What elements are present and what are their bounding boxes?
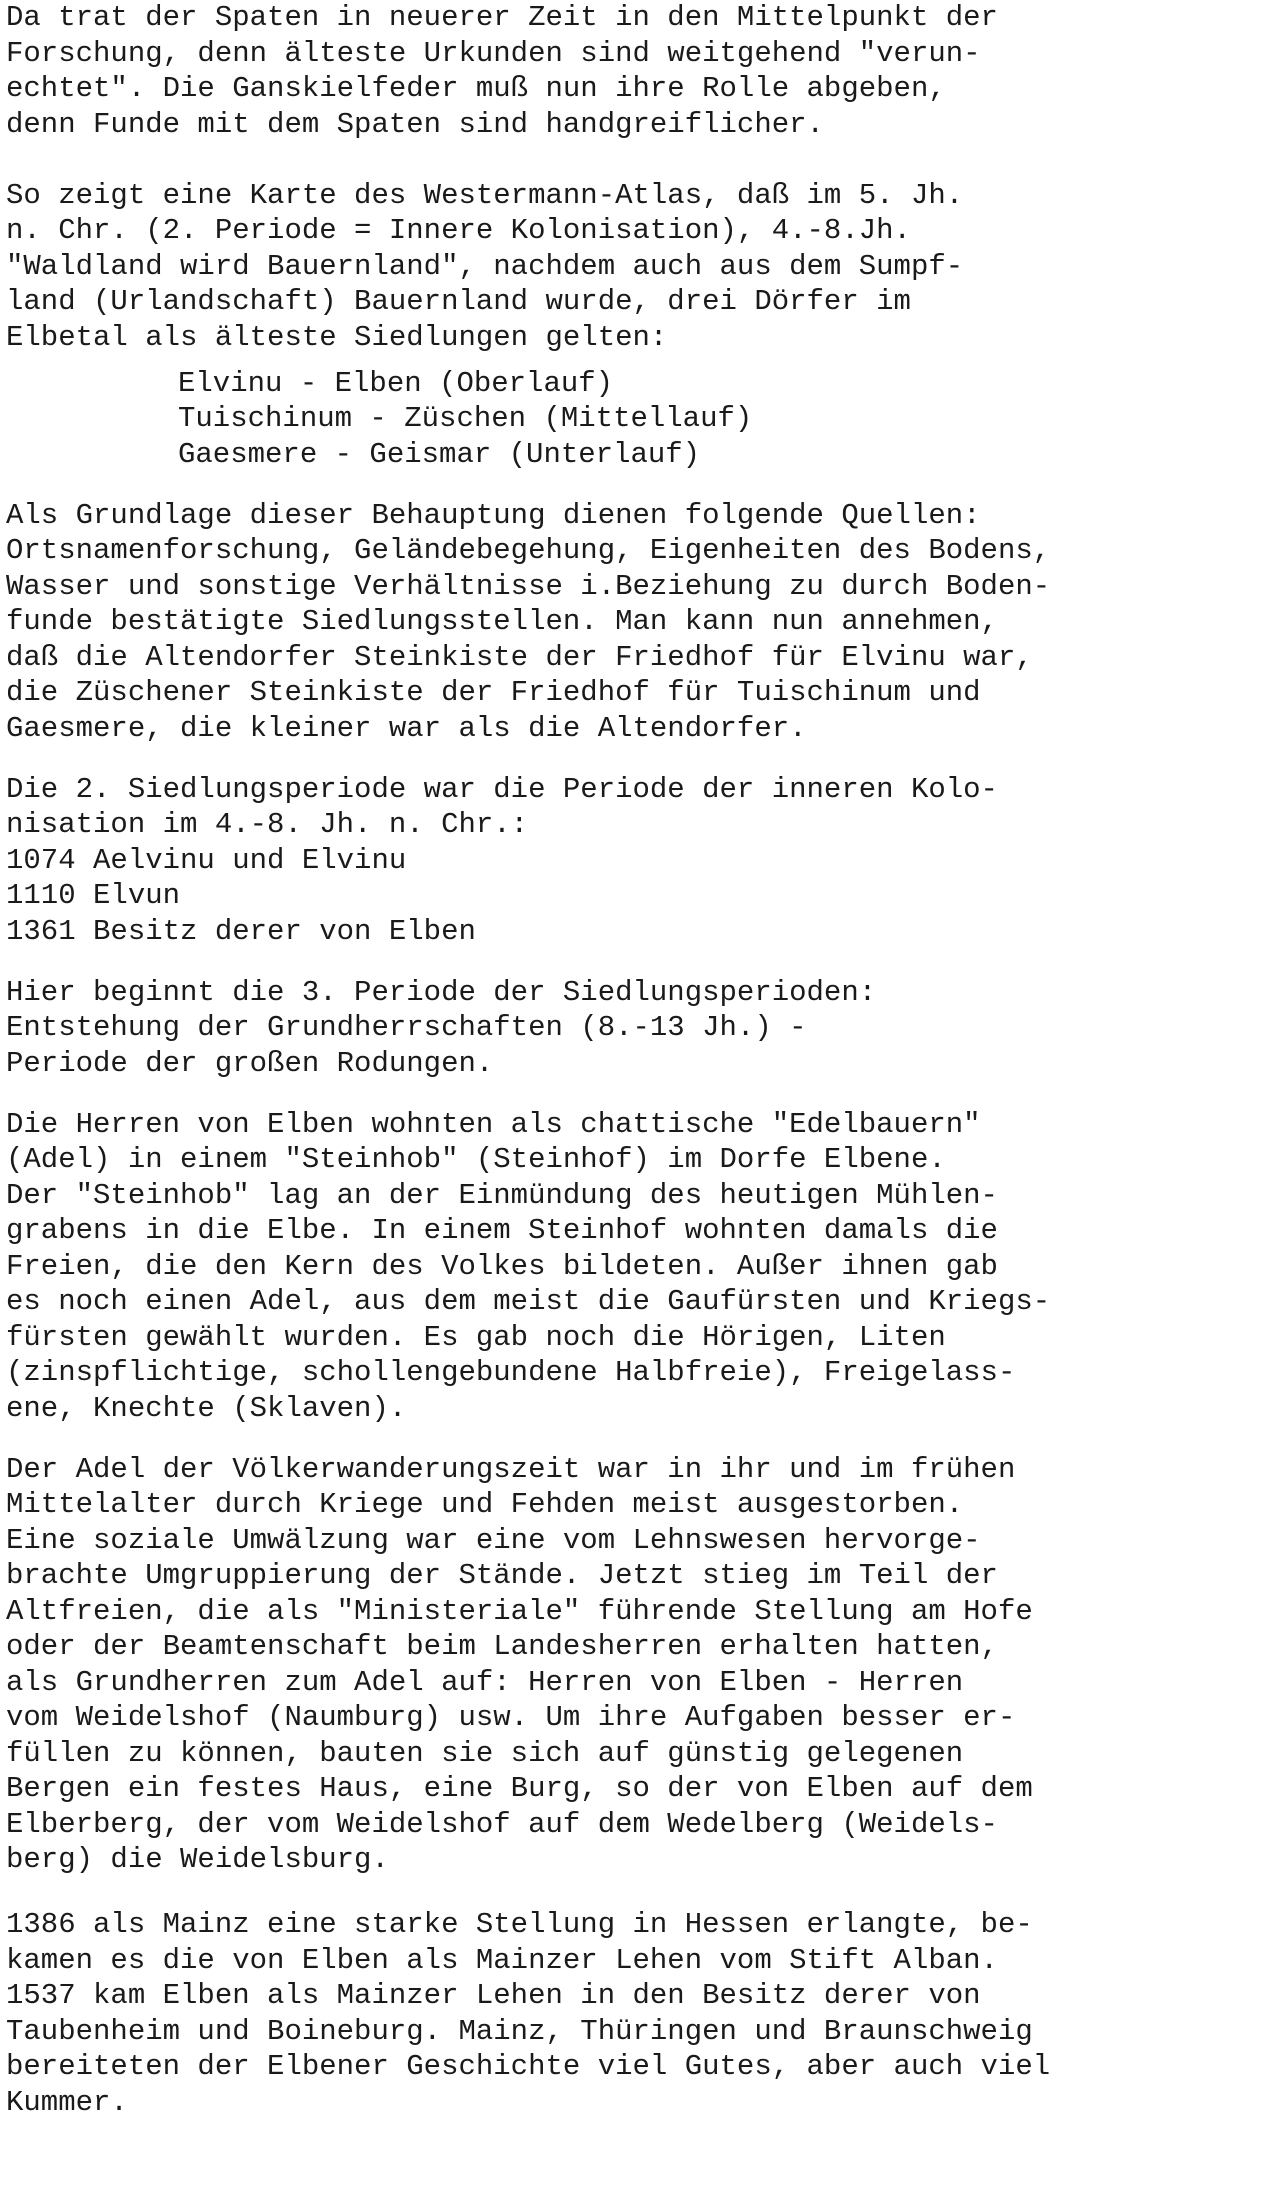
text-line: die Züschener Steinkiste der Friedhof für Tuischinum und [6,676,981,709]
text-line: Da trat der Spaten in neuerer Zeit in den Mittelpunkt der [6,1,998,34]
text-line: als Grundherren zum Adel auf: Herren von Elben - Herren [6,1665,964,1699]
text-line: Gaesmere, die kleiner war als die Altendorfer. [6,711,807,745]
text-line: Freien, die den Kern des Volkes bildeten. Außer ihnen gab [6,1249,998,1283]
text-line: Periode der großen Rodungen. [6,1046,494,1080]
text-line: oder der Beamtenschaft beim Landesherren erhalten hatten, [6,1630,998,1663]
text-line: bereiteten der Elbener Geschichte viel Gutes, aber auch viel [6,2050,1051,2083]
text-line: Die Herren von Elben wohnten als chattische "Edelbauern" [6,1107,981,1141]
text-line: 1386 als Mainz eine starke Stellung in Hessen erlangte, be- [6,1908,1033,1941]
text-line: Gaesmere - Geismar (Unterlauf) [178,437,701,471]
text-line: füllen zu können, bauten sie sich auf günstig gelegenen [6,1736,964,1770]
text-line: Wasser und sonstige Verhältnisse i.Beziehung zu durch Boden- [6,569,1051,603]
text-line: Altfreien, die als "Ministeriale" führende Stellung am Hofe [6,1594,1033,1628]
paragraph-siedlungsperiode-2 [6,772,1274,950]
text-line: 1361 Besitz derer von Elben [6,914,476,948]
paragraph-adel-voelkerwanderung [6,1452,1274,1878]
text-line: Taubenheim und Boineburg. Mainz, Thüringen und Braunschweig [6,2014,1033,2048]
text-line: Als Grundlage dieser Behauptung dienen folgende Quellen: [6,498,981,532]
paragraph-mainzer-lehen [6,1907,1274,2120]
text-line: Ortsnamenforschung, Geländebegehung, Eigenheiten des Bodens, [6,534,1051,567]
text-line: Bergen ein festes Haus, eine Burg, so der von Elben auf dem [6,1772,1033,1805]
text-line: 1110 Elvun [6,879,181,912]
text-line: brachte Umgruppierung der Stände. Jetzt stieg im Teil der [6,1559,998,1592]
text-line: Elvinu - Elben (Oberlauf) [178,366,614,400]
text-line: Entstehung der Grundherrschaften (8.-13 Jh.) - [6,1011,807,1044]
text-line: Die 2. Siedlungsperiode war die Periode der inneren Kolo- [6,772,998,806]
text-line: denn Funde mit dem Spaten sind handgreiflicher. [6,107,824,141]
text-line: kamen es die von Elben als Mainzer Lehen vom Stift Alban. [6,1943,998,1977]
text-line: Elberberg, der vom Weidelshof auf dem Wedelberg (Weidels- [6,1807,998,1841]
paragraph-westermann-atlas [6,178,1274,356]
paragraph-herren-von-elben [6,1107,1274,1427]
text-line: Kummer. [6,2085,128,2119]
text-line: 1537 kam Elben als Mainzer Lehen in den Besitz derer von [6,1979,981,2012]
text-line: es noch einen Adel, aus dem meist die Gaufürsten und Kriegs- [6,1285,1051,1318]
text-line: (Adel) in einem "Steinhob" (Steinhof) im Dorfe Elbene. [6,1143,946,1176]
text-line: Forschung, denn älteste Urkunden sind weitgehend "verun- [6,36,981,70]
text-line: So zeigt eine Karte des Westermann-Atlas, daß im 5. Jh. [6,178,964,212]
text-line: nisation im 4.-8. Jh. n. Chr.: [6,808,529,841]
text-line: vom Weidelshof (Naumburg) usw. Um ihre Aufgaben besser er- [6,1701,1016,1734]
text-line: Eine soziale Umwälzung war eine vom Lehnswesen hervorge- [6,1523,981,1557]
text-line: (zinspflichtige, schollengebundene Halbfreie), Freigelass- [6,1356,1016,1389]
text-line: echtet". Die Ganskielfeder muß nun ihre Rolle abgeben, [6,72,946,105]
text-line: funde bestätigte Siedlungsstellen. Man kann nun annehmen, [6,605,998,638]
text-line: "Waldland wird Bauernland", nachdem auch aus dem Sumpf- [6,249,964,283]
text-line: Der "Steinhob" lag an der Einmündung des heutigen Mühlen- [6,1178,998,1212]
text-line: n. Chr. (2. Periode = Innere Kolonisation), 4.-8.Jh. [6,214,911,247]
text-line: Tuischinum - Züschen (Mittellauf) [178,402,753,435]
text-line: grabens in die Elbe. In einem Steinhof wohnten damals die [6,1214,998,1247]
text-line: Der Adel der Völkerwanderungszeit war in ihr und im frühen [6,1452,1016,1486]
text-line: Hier beginnt die 3. Periode der Siedlungsperioden: [6,975,877,1009]
text-line: Mittelalter durch Kriege und Fehden meist ausgestorben. [6,1488,964,1521]
text-line: fürsten gewählt wurden. Es gab noch die Hörigen, Liten [6,1320,946,1354]
text-line: daß die Altendorfer Steinkiste der Friedhof für Elvinu war, [6,640,1033,674]
typewritten-page [6,0,1274,2156]
paragraph-village-list [6,366,1274,473]
text-line: ene, Knechte (Sklaven). [6,1391,407,1425]
text-line: 1074 Aelvinu und Elvinu [6,843,407,877]
paragraph-spaten-forschung [6,0,1274,142]
text-line: land (Urlandschaft) Bauernland wurde, drei Dörfer im [6,285,911,318]
paragraph-grundlage-quellen [6,498,1274,747]
text-line: Elbetal als älteste Siedlungen gelten: [6,320,668,354]
text-line: berg) die Weidelsburg. [6,1843,389,1876]
paragraph-siedlungsperiode-3 [6,975,1274,1082]
